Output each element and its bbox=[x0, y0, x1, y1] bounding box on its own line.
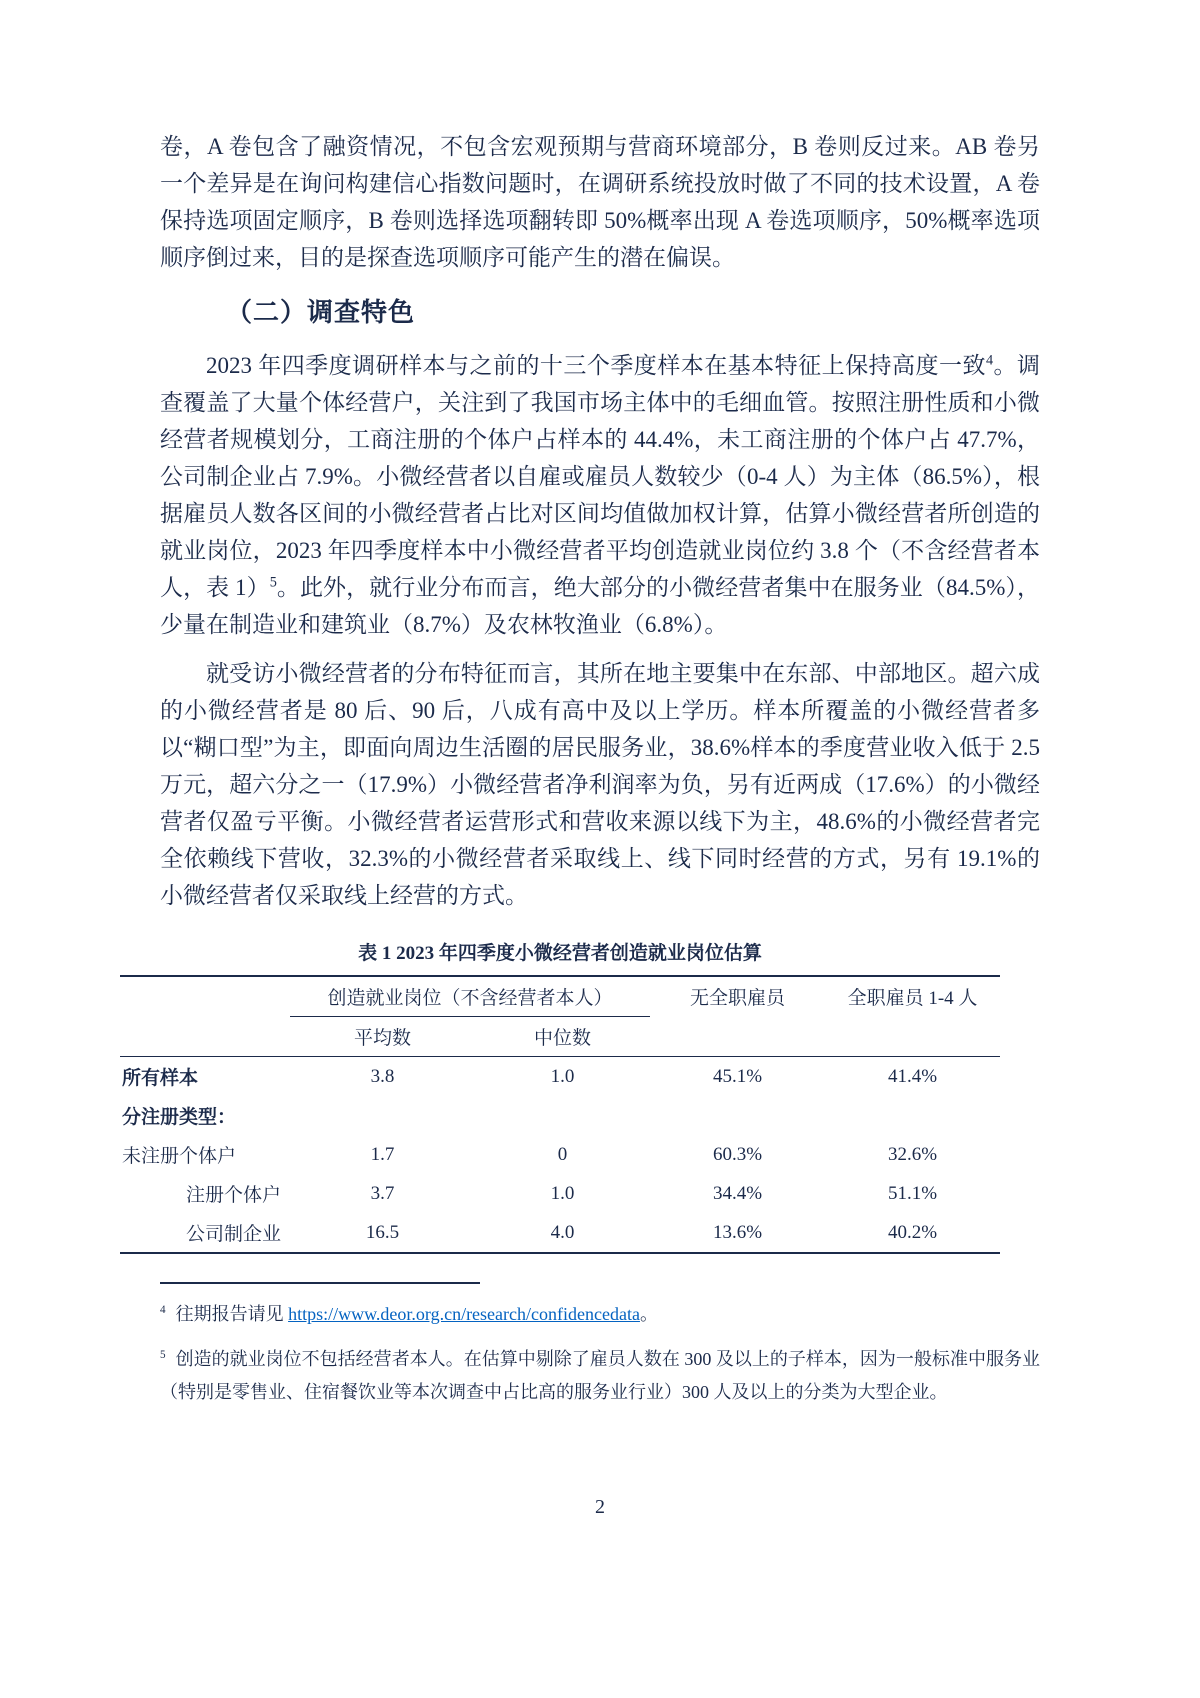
footnotes-section bbox=[160, 1282, 1040, 1421]
table-row-by-registration-type bbox=[120, 1096, 1000, 1135]
footnote-5 bbox=[160, 1343, 1040, 1409]
cell-fulltime-1-4: 32.6% bbox=[887, 1143, 938, 1165]
cell-median: 0 bbox=[557, 1143, 568, 1165]
footnote-ref-5: 5 bbox=[269, 574, 277, 591]
row-label: 注册个体户 bbox=[186, 1185, 282, 1206]
table-col-fulltime-1-4: 全职雇员 1-4 人 bbox=[847, 988, 978, 1010]
empty-header-cell bbox=[120, 1017, 290, 1057]
table-row-unregistered bbox=[120, 1135, 1000, 1174]
table-row-all-samples bbox=[120, 1057, 1000, 1097]
cell-fulltime-1-4 bbox=[825, 1096, 1000, 1135]
cell-median: 1.0 bbox=[550, 1182, 575, 1204]
table-1-block bbox=[120, 938, 1000, 1254]
document-body bbox=[122, 128, 1041, 1254]
cell-median bbox=[475, 1096, 650, 1135]
table-header-row-group bbox=[120, 976, 1000, 1017]
cell-fulltime-1-4: 41.4% bbox=[887, 1065, 938, 1087]
cell-no-fulltime bbox=[650, 1096, 825, 1135]
table-row-corporate bbox=[120, 1213, 1000, 1253]
page-number: 2 bbox=[595, 1496, 605, 1518]
cell-no-fulltime: 45.1% bbox=[712, 1065, 763, 1087]
cell-fulltime-1-4: 40.2% bbox=[887, 1221, 938, 1243]
table-title: 表 1 2023 年四季度小微经营者创造就业岗位估算 bbox=[358, 943, 762, 964]
table-col-median: 中位数 bbox=[475, 1017, 650, 1057]
row-label: 未注册个体户 bbox=[122, 1146, 237, 1167]
empty-header-cell bbox=[120, 976, 290, 1017]
footnote-4-link[interactable]: https://www.deor.org.cn/research/confidencedata bbox=[288, 1304, 640, 1324]
cell-fulltime-1-4: 51.1% bbox=[887, 1182, 938, 1204]
empty-header-cell bbox=[825, 1017, 1000, 1057]
cell-no-fulltime: 60.3% bbox=[712, 1143, 763, 1165]
row-label: 公司制企业 bbox=[186, 1224, 282, 1245]
cell-mean: 3.8 bbox=[370, 1065, 395, 1087]
cell-mean: 16.5 bbox=[365, 1221, 400, 1243]
footnote-ref-4: 4 bbox=[985, 352, 994, 369]
row-label: 分注册类型： bbox=[122, 1107, 237, 1128]
table-col-mean: 平均数 bbox=[290, 1017, 475, 1057]
cell-mean: 1.7 bbox=[370, 1143, 395, 1165]
table-col-no-fulltime: 无全职雇员 bbox=[689, 988, 785, 1010]
footnote-5-text: 创造的就业岗位不包括经营者本人。在估算中剔除了雇员人数在 300 及以上的子样本，因为一般标准中服务业（特别是零售业、住宿餐饮业等本次调查中占比高的服务业行业）300 人及以上的分类为大型企业。 bbox=[160, 1349, 1040, 1402]
cell-no-fulltime: 13.6% bbox=[712, 1221, 763, 1243]
footnote-4-suffix: 。 bbox=[639, 1304, 658, 1324]
employment-estimate-table bbox=[120, 975, 1000, 1254]
cell-mean: 3.7 bbox=[370, 1182, 395, 1204]
footnote-5-marker: 5 bbox=[160, 1349, 166, 1361]
cell-median: 1.0 bbox=[550, 1065, 575, 1087]
text-run: 。此外，就行业分布而言，绝大部分的小微经营者集中在服务业（84.5%），少量在制造业和建筑业（8.7%）及农林牧渔业（6.8%）。 bbox=[160, 575, 1040, 637]
empty-header-cell bbox=[650, 1017, 825, 1057]
footnote-4-text: 往期报告请见 bbox=[175, 1304, 289, 1324]
table-row-registered bbox=[120, 1174, 1000, 1213]
table-header-row-sub bbox=[120, 1017, 1000, 1057]
footnote-4-marker: 4 bbox=[160, 1304, 166, 1316]
cell-median: 4.0 bbox=[550, 1221, 575, 1243]
table-group-header: 创造就业岗位（不含经营者本人） bbox=[290, 976, 650, 1017]
paragraph-ab-questionnaire: 卷，A 卷包含了融资情况，不包含宏观预期与营商环境部分，B 卷则反过来。AB 卷另一个差异是在询问构建信心指数问题时，在调研系统投放时做了不同的技术设置，A 卷保持选项固定顺序，B 卷则选择选项翻转即 50%概率出现 A 卷选项顺序，50%概率选项顺序倒过来，目的是探查选项顺序可能产生的潜在偏误。 bbox=[160, 134, 1041, 270]
paragraph-sample-features bbox=[160, 347, 1040, 643]
cell-no-fulltime: 34.4% bbox=[712, 1182, 763, 1204]
row-label: 所有样本 bbox=[122, 1068, 199, 1089]
text-run: 2023 年四季度调研样本与之前的十三个季度样本在基本特征上保持高度一致 bbox=[206, 353, 986, 378]
paragraph-distribution: 就受访小微经营者的分布特征而言，其所在地主要集中在东部、中部地区。超六成的小微经营者是 80 后、90 后，八成有高中及以上学历。样本所覆盖的小微经营者多以“糊口型”为主，即面向周边生活圈的居民服务业，38.6%样本的季度营业收入低于 2.5 万元，超六分之一（17.9%）小微经营者净利润率为负，另有近两成（17.6%）的小微经营者仅盈亏平衡。小微经营者运营形式和营收来源以线下为主，48.6%的小微经营者完全依赖线下营收，32.3%的小微经营者采取线上、线下同时经营的方式，另有 19.1%的小微经营者仅采取线上经营的方式。 bbox=[160, 661, 1040, 908]
cell-mean bbox=[290, 1096, 475, 1135]
footnote-separator bbox=[160, 1282, 480, 1284]
text-run: 。调查覆盖了大量个体经营户，关注到了我国市场主体中的毛细血管。按照注册性质和小微经营者规模划分，工商注册的个体户占样本的 44.4%，未工商注册的个体户占 47.7%，公司制企业占 7.9%。小微经营者以自雇或雇员人数较少（0-4 人）为主体（86.5%），根据雇员人数各区间的小微经营者占比对区间均值做加权计算，估算小微经营者所创造的就业岗位，2023 年四季度样本中小微经营者平均创造就业岗位约 3.8 个（不含经营者本人，表 1） bbox=[160, 353, 1041, 600]
footnote-4 bbox=[160, 1298, 1040, 1331]
section-heading: （二）调查特色 bbox=[226, 298, 416, 327]
